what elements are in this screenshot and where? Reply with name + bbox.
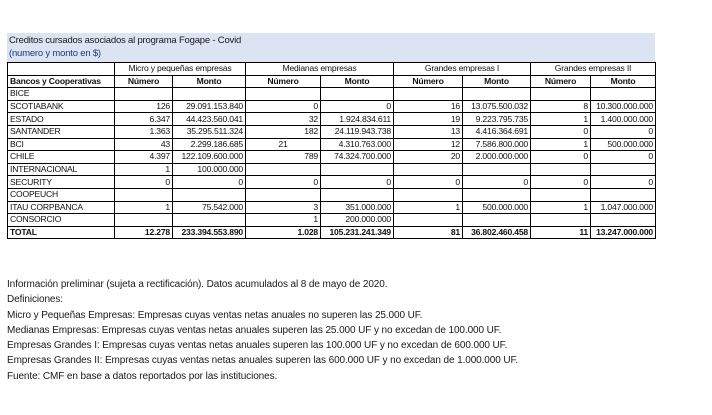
note-def-micro: Micro y Pequeñas Empresas: Empresas cuyas ventas netas anuales no superen las 25.000 UF. xyxy=(7,309,423,321)
cell-numero: 1 xyxy=(246,214,321,227)
bank-name: SANTANDER xyxy=(8,125,115,138)
cell-monto xyxy=(173,88,246,101)
cell-monto: 74.324.700.000 xyxy=(321,151,394,164)
group-header-micro: Micro y pequeñas empresas xyxy=(115,63,246,76)
cell-monto xyxy=(463,188,531,201)
cell-numero xyxy=(394,163,463,176)
cell-numero: 12 xyxy=(394,138,463,151)
table-row xyxy=(8,176,656,189)
bank-name: COOPEUCH xyxy=(8,188,115,201)
cell-monto: 0 xyxy=(321,100,394,113)
table-row xyxy=(8,100,656,113)
cell-numero: 0 xyxy=(531,125,591,138)
subheader-row xyxy=(8,75,656,88)
cell-numero: 20 xyxy=(394,151,463,164)
cell-numero: 126 xyxy=(115,100,173,113)
subheader-numero: Número xyxy=(246,75,321,88)
cell-monto: 500.000.000 xyxy=(463,201,531,214)
fogape-credits-table xyxy=(7,62,656,239)
cell-numero: 0 xyxy=(531,176,591,189)
cell-numero: 1.028 xyxy=(246,226,321,239)
bank-name: INTERNACIONAL xyxy=(8,163,115,176)
cell-numero: 1 xyxy=(394,201,463,214)
cell-numero: 6.347 xyxy=(115,113,173,126)
cell-numero: 0 xyxy=(394,176,463,189)
cell-monto: 351.000.000 xyxy=(321,201,394,214)
cell-monto: 200.000.000 xyxy=(321,214,394,227)
cell-numero: 12.278 xyxy=(115,226,173,239)
cell-monto: 29.091.153.840 xyxy=(173,100,246,113)
cell-numero: 8 xyxy=(531,100,591,113)
cell-monto xyxy=(173,214,246,227)
cell-numero xyxy=(246,188,321,201)
bank-name: SCOTIABANK xyxy=(8,100,115,113)
cell-monto: 36.802.460.458 xyxy=(463,226,531,239)
cell-numero: 16 xyxy=(394,100,463,113)
cell-numero: 3 xyxy=(246,201,321,214)
cell-monto: 122.109.600.000 xyxy=(173,151,246,164)
cell-numero xyxy=(246,88,321,101)
cell-monto: 1.400.000.000 xyxy=(591,113,656,126)
table-row xyxy=(8,214,656,227)
cell-monto: 1.924.834.611 xyxy=(321,113,394,126)
cell-numero: 1.363 xyxy=(115,125,173,138)
cell-monto: 10.300.000.000 xyxy=(591,100,656,113)
table-row xyxy=(8,201,656,214)
footnotes xyxy=(7,277,518,384)
cell-numero: 4.397 xyxy=(115,151,173,164)
note-def-grandes-2: Empresas Grandes II: Empresas cuyas ventas netas anuales superen las 600.000 UF y no excedan de 1.000.000 UF. xyxy=(7,355,519,367)
cell-numero: 182 xyxy=(246,125,321,138)
cell-monto: 35.295.511.324 xyxy=(173,125,246,138)
group-header-grandes-2: Grandes empresas II xyxy=(531,63,656,76)
cell-numero: 1 xyxy=(531,201,591,214)
cell-numero xyxy=(115,88,173,101)
total-label: TOTAL xyxy=(8,226,115,239)
note-def-grandes-1: Empresas Grandes I: Empresas cuyas ventas netas anuales superen las 100.000 UF y no excedan de 600.000 UF. xyxy=(7,340,508,352)
cell-numero xyxy=(394,214,463,227)
cell-monto xyxy=(173,188,246,201)
cell-numero xyxy=(246,163,321,176)
subheader-numero: Número xyxy=(531,75,591,88)
subheader-monto: Monto xyxy=(321,75,394,88)
cell-numero xyxy=(394,188,463,201)
note-preliminary: Información preliminar (sujeta a rectificación). Datos acumulados al 8 de mayo de 2020. xyxy=(7,279,388,290)
cell-numero: 789 xyxy=(246,151,321,164)
cell-monto xyxy=(463,163,531,176)
group-header-medianas: Medianas empresas xyxy=(246,63,394,76)
table-subtitle: (numero y monto en $) xyxy=(9,48,101,59)
cell-monto: 500.000.000 xyxy=(591,138,656,151)
cell-monto: 105.231.241.349 xyxy=(321,226,394,239)
cell-monto xyxy=(591,163,656,176)
cell-monto xyxy=(591,188,656,201)
bank-name: ESTADO xyxy=(8,113,115,126)
cell-monto xyxy=(321,88,394,101)
cell-monto: 24.119.943.738 xyxy=(321,125,394,138)
cell-monto xyxy=(321,163,394,176)
cell-monto: 0 xyxy=(591,151,656,164)
cell-monto: 2.299.186.685 xyxy=(173,138,246,151)
cell-numero: 0 xyxy=(246,176,321,189)
cell-monto: 9.223.795.735 xyxy=(463,113,531,126)
cell-monto xyxy=(591,214,656,227)
cell-monto: 0 xyxy=(321,176,394,189)
cell-monto: 0 xyxy=(463,176,531,189)
cell-monto: 0 xyxy=(591,125,656,138)
cell-numero xyxy=(115,214,173,227)
table-row xyxy=(8,151,656,164)
table-row xyxy=(8,125,656,138)
cell-numero xyxy=(531,88,591,101)
cell-monto: 233.394.553.890 xyxy=(173,226,246,239)
cell-numero: 81 xyxy=(394,226,463,239)
cell-numero: 0 xyxy=(115,176,173,189)
cell-numero: 1 xyxy=(531,138,591,151)
subheader-numero: Número xyxy=(115,75,173,88)
cell-numero: 13 xyxy=(394,125,463,138)
note-definitions-heading: Definiciones: xyxy=(7,294,63,306)
cell-numero: 1 xyxy=(531,113,591,126)
cell-monto xyxy=(321,188,394,201)
cell-numero xyxy=(531,163,591,176)
bank-name: BICE xyxy=(8,88,115,101)
table-title: Creditos cursados asociados al programa Fogape - Covid xyxy=(9,35,242,46)
cell-monto: 0 xyxy=(173,176,246,189)
cell-monto: 100.000.000 xyxy=(173,163,246,176)
group-header-row xyxy=(8,63,656,76)
cell-numero xyxy=(115,188,173,201)
cell-numero: 32 xyxy=(246,113,321,126)
cell-numero: 43 xyxy=(115,138,173,151)
bank-name: CONSORCIO xyxy=(8,214,115,227)
bank-name: ITAU CORPBANCA xyxy=(8,201,115,214)
table-row xyxy=(8,163,656,176)
cell-monto: 0 xyxy=(591,176,656,189)
cell-monto: 4.310.763.000 xyxy=(321,138,394,151)
corner-blank xyxy=(8,63,115,76)
cell-numero: 0 xyxy=(531,151,591,164)
note-source: Fuente: CMF en base a datos reportados por las instituciones. xyxy=(7,370,278,382)
cell-numero xyxy=(531,188,591,201)
bank-name: CHILE xyxy=(8,151,115,164)
cell-monto: 44.423.560.041 xyxy=(173,113,246,126)
bank-name: SECURITY xyxy=(8,176,115,189)
cell-monto: 13.075.500.032 xyxy=(463,100,531,113)
corner-label: Bancos y Cooperativas xyxy=(8,75,115,88)
table-row xyxy=(8,88,656,101)
subheader-monto: Monto xyxy=(173,75,246,88)
cell-monto: 1.047.000.000 xyxy=(591,201,656,214)
bank-name: BCI xyxy=(8,138,115,151)
cell-monto xyxy=(591,88,656,101)
cell-monto: 7.586.800.000 xyxy=(463,138,531,151)
cell-numero: 21 xyxy=(246,138,321,151)
cell-numero: 0 xyxy=(246,100,321,113)
cell-numero xyxy=(394,88,463,101)
table-row xyxy=(8,138,656,151)
cell-numero: 1 xyxy=(115,201,173,214)
cell-monto: 4.416.364.691 xyxy=(463,125,531,138)
note-def-medianas: Medianas Empresas: Empresas cuyas ventas netas anuales superen las 25.000 UF y no excedan de 100.000 UF. xyxy=(7,324,502,336)
cell-monto xyxy=(463,88,531,101)
cell-numero: 19 xyxy=(394,113,463,126)
total-row xyxy=(8,226,656,239)
cell-monto xyxy=(463,214,531,227)
table-row xyxy=(8,188,656,201)
subheader-monto: Monto xyxy=(463,75,531,88)
cell-monto: 75.542.000 xyxy=(173,201,246,214)
cell-numero: 1 xyxy=(115,163,173,176)
subheader-monto: Monto xyxy=(591,75,656,88)
table-row xyxy=(8,113,656,126)
cell-numero xyxy=(531,214,591,227)
cell-numero: 11 xyxy=(531,226,591,239)
subheader-numero: Número xyxy=(394,75,463,88)
cell-monto: 13.247.000.000 xyxy=(591,226,656,239)
group-header-grandes-1: Grandes empresas I xyxy=(394,63,531,76)
cell-monto: 2.000.000.000 xyxy=(463,151,531,164)
